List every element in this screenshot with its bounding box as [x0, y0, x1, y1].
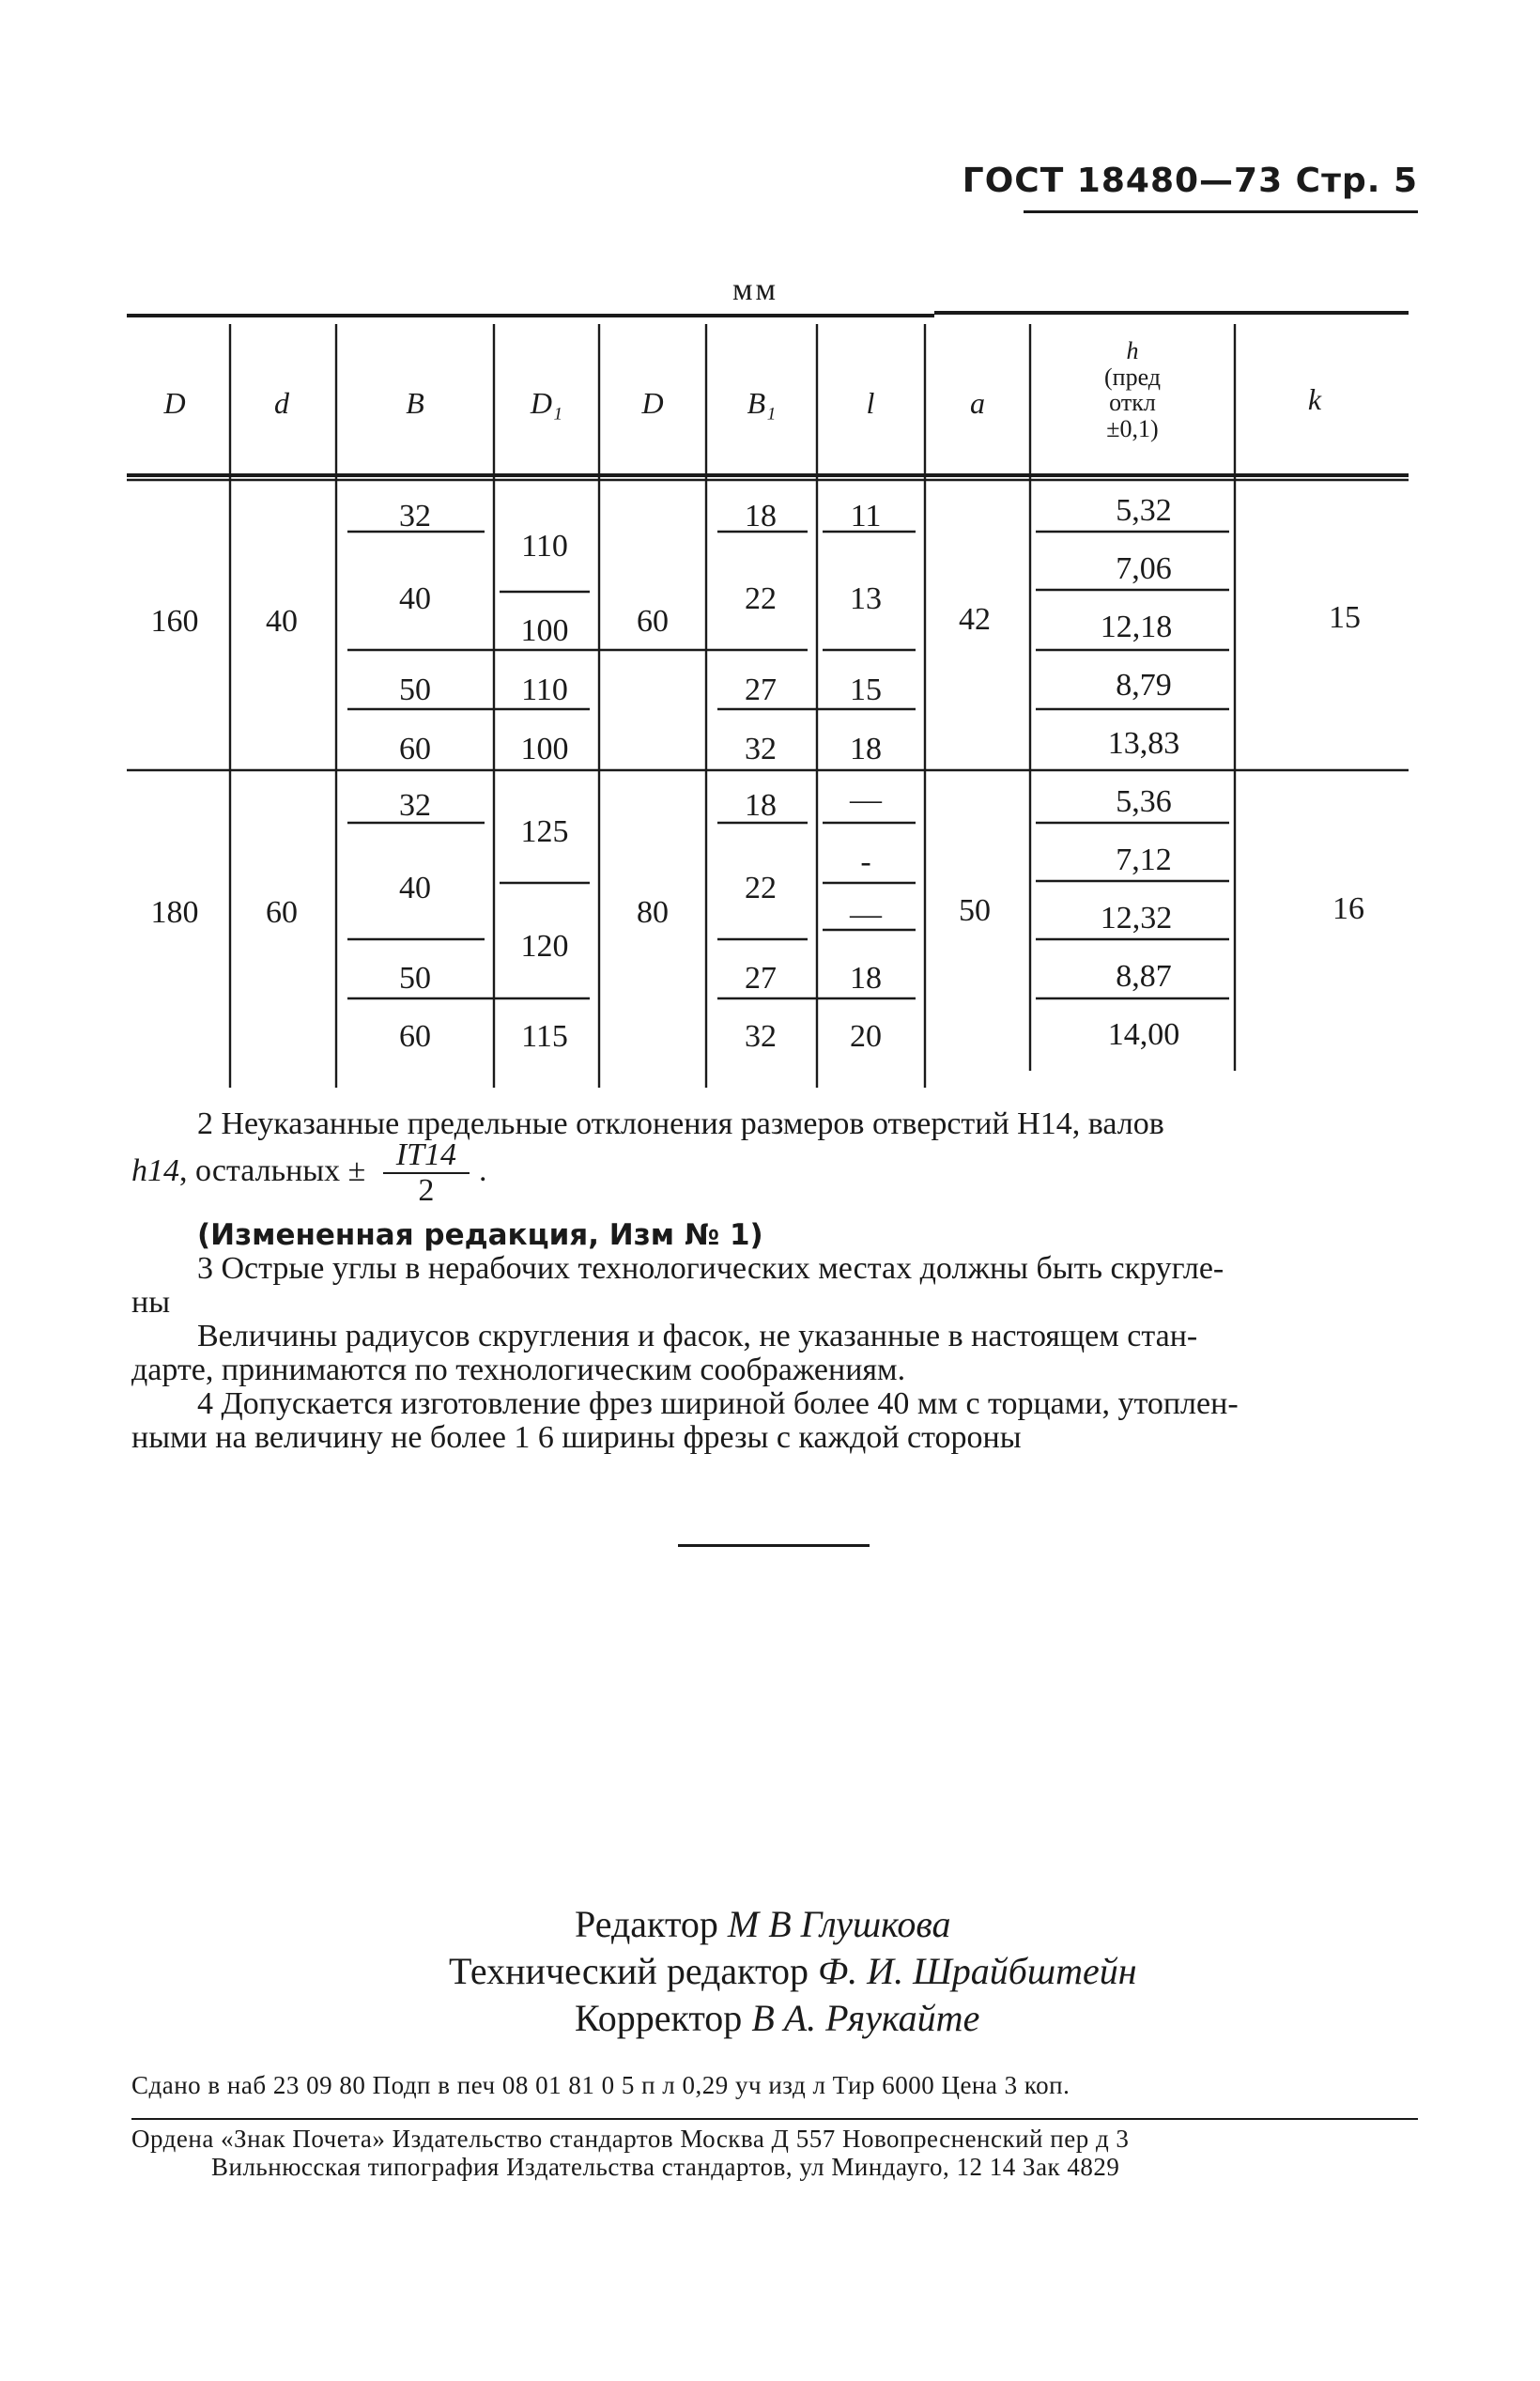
credit-corrector	[575, 1991, 979, 2046]
cell-l: 15	[850, 673, 882, 707]
cell-l: 18	[850, 961, 882, 996]
cell-B: 60	[399, 732, 431, 766]
col-header-B1: B₁	[747, 386, 777, 420]
cell-D: 180	[150, 895, 199, 930]
cell-d: 60	[266, 895, 298, 930]
note-4-line2: ными на величину не более 1 6 ширины фрезы с каждой стороны	[131, 1420, 1022, 1455]
cell-D1: 100	[520, 732, 569, 766]
cell-l: —	[850, 782, 882, 817]
cell-B: 60	[399, 1019, 431, 1054]
paragraph-line1: Величины радиусов скругления и фасок, не указанные в настоящем стан-	[197, 1319, 1198, 1353]
cell-h: 5,36	[1116, 784, 1172, 819]
cell-l: 11	[850, 499, 882, 533]
cell-l: 20	[850, 1019, 882, 1054]
cell-B: 32	[399, 499, 431, 533]
cell-B: 50	[399, 961, 431, 996]
cell-d: 40	[266, 604, 298, 639]
cell-D1: 100	[520, 613, 569, 648]
cell-B: 32	[399, 788, 431, 823]
cell-l: 13	[850, 581, 882, 616]
cell-h: 13,83	[1107, 726, 1180, 761]
note-3-line1: 3 Острые углы в нерабочих технологических местах должны быть скругле-	[197, 1251, 1224, 1286]
credit-corr-name: В А. Ряукайте	[751, 1997, 980, 2039]
cell-h: 8,79	[1116, 668, 1172, 703]
col-header-l: l	[866, 386, 875, 420]
cell-D1: 115	[521, 1019, 568, 1054]
cell-h: 7,06	[1116, 551, 1172, 586]
paragraph-line2: дарте, принимаются по технологическим соображениям.	[131, 1353, 906, 1387]
cell-D1: 120	[520, 929, 569, 964]
cell-h: 8,87	[1116, 959, 1172, 994]
col-header-a: a	[970, 386, 985, 420]
cell-B: 40	[399, 581, 431, 616]
imprint-line3: Вильнюсская типография Издательства стандартов, ул Миндауго, 12 14 Зак 4829	[211, 2153, 1120, 2181]
cell-h: 12,32	[1100, 901, 1173, 935]
credit-tech-role: Технический редактор	[449, 1950, 809, 1992]
cell-B1: 27	[745, 961, 777, 996]
credit-tech-name: Ф. И. Шрайбштейн	[818, 1950, 1137, 1992]
cell-B1: 27	[745, 673, 777, 707]
cell-D1: 125	[520, 814, 569, 849]
note-2-line2	[131, 1138, 487, 1208]
dimension-table	[0, 0, 1540, 1108]
fraction-numerator: IT14	[383, 1138, 470, 1174]
page-header: ГОСТ 18480—73 Стр. 5	[962, 162, 1418, 200]
col-header-h-line2: откл	[1109, 389, 1156, 416]
credit-editor-role: Редактор	[575, 1903, 718, 1945]
credit-editor-name: М В Глушкова	[727, 1903, 951, 1945]
cell-l: -	[860, 844, 871, 879]
col-header-k: k	[1307, 382, 1322, 416]
cell-D1: 110	[521, 673, 568, 707]
table-unit: мм	[732, 272, 779, 307]
cell-B1: 32	[745, 1019, 777, 1054]
cell-D: 160	[150, 604, 199, 639]
fraction-denominator: 2	[418, 1173, 435, 1208]
note-3-line2: ны	[131, 1285, 171, 1320]
note-2-h14: h14	[131, 1152, 179, 1188]
cell-h: 12,18	[1100, 610, 1173, 644]
cell-D1: 110	[521, 529, 568, 564]
cell-h: 14,00	[1107, 1017, 1180, 1052]
note-4-line1: 4 Допускается изготовление фрез шириной более 40 мм с торцами, утоплен-	[197, 1386, 1239, 1421]
col-header-D: D	[163, 386, 186, 420]
cell-B1: 18	[745, 788, 777, 823]
cell-k: 15	[1329, 600, 1361, 635]
cell-l: 18	[850, 732, 882, 766]
note-2-end: .	[479, 1152, 487, 1188]
cell-k: 16	[1332, 891, 1364, 926]
credit-corr-role: Корректор	[575, 1997, 743, 2039]
cell-a: 42	[959, 602, 991, 637]
fraction	[383, 1138, 470, 1208]
cell-B1: 18	[745, 499, 777, 533]
cell-B1: 22	[745, 871, 777, 905]
col-header-d: d	[274, 386, 289, 420]
col-header-D2: D	[641, 386, 664, 420]
imprint-line2: Ордена «Знак Почета» Издательство стандартов Москва Д 557 Новопресненский пер д 3	[131, 2125, 1130, 2153]
cell-a: 50	[959, 893, 991, 928]
col-header-B: B	[406, 386, 424, 420]
imprint-rule	[131, 2118, 1418, 2120]
cell-h: 7,12	[1116, 843, 1172, 877]
cell-l: —	[850, 897, 882, 932]
col-header-h: h	[1126, 337, 1139, 364]
note-2-line1: 2 Неуказанные предельные отклонения размеров отверстий Н14, валов	[197, 1106, 1164, 1141]
amended-label: (Измененная редакция, Изм № 1)	[197, 1218, 763, 1252]
cell-B: 50	[399, 673, 431, 707]
note-2-mid: , остальных ±	[179, 1152, 366, 1188]
section-separator	[678, 1544, 870, 1547]
imprint-line1: Сдано в наб 23 09 80 Подп в печ 08 01 81 0 5 п л 0,29 уч изд л Тир 6000 Цена 3 коп.	[131, 2071, 1070, 2099]
cell-D2: 60	[637, 604, 669, 639]
col-header-h-line3: ±0,1)	[1106, 415, 1159, 442]
cell-h: 5,32	[1116, 493, 1172, 528]
cell-B1: 22	[745, 581, 777, 616]
cell-D2: 80	[637, 895, 669, 930]
col-header-D1: D₁	[530, 386, 563, 420]
cell-B1: 32	[745, 732, 777, 766]
cell-B: 40	[399, 871, 431, 905]
col-header-h-line1: (пред	[1104, 363, 1161, 391]
